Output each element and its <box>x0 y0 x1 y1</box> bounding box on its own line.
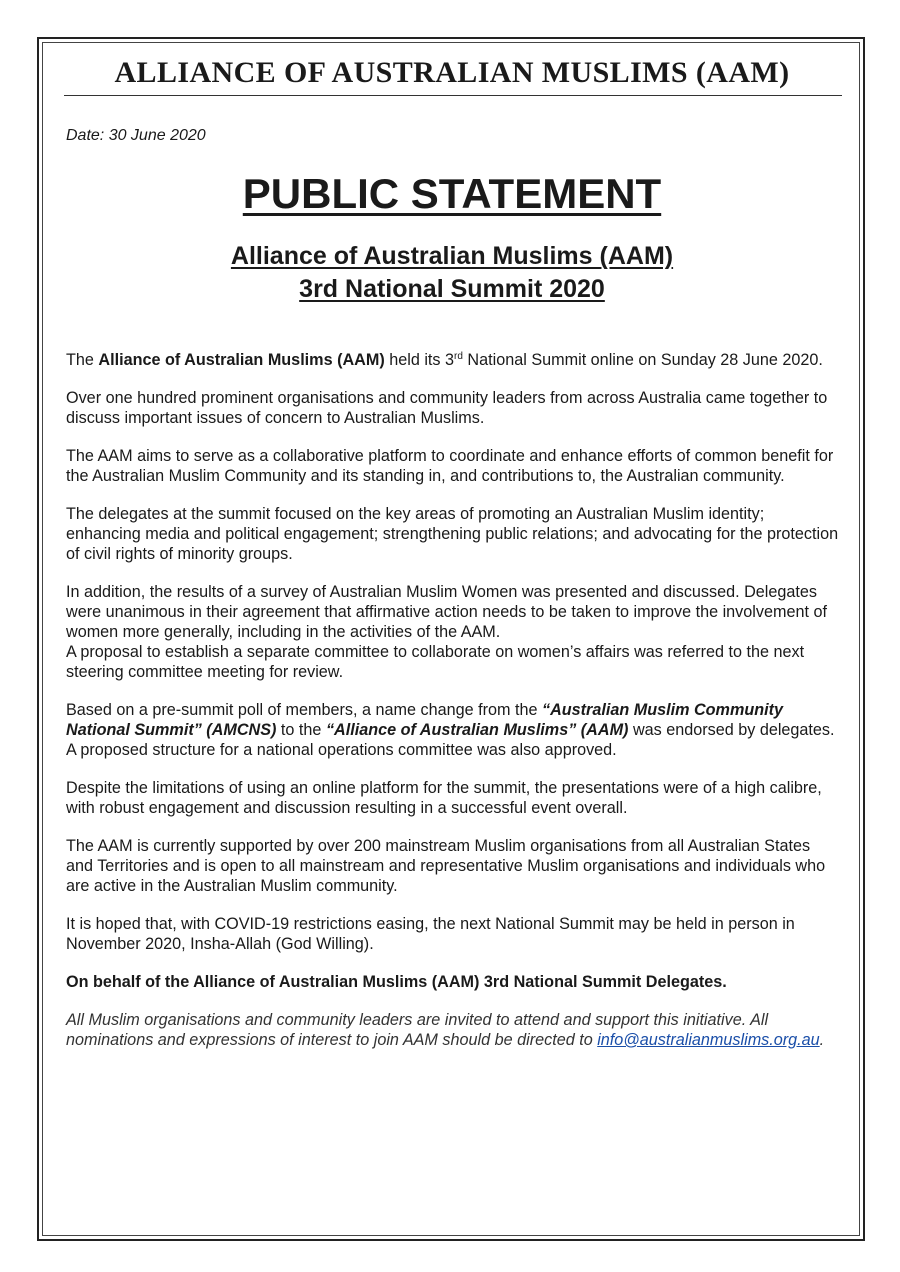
old-name: “Australian Muslim Community National Summit” (AMCNS) <box>66 701 784 739</box>
invitation-text: All Muslim organisations and community leaders are invited to attend and support this initiative. All nominations and expressions of interest to join AAM should be directed to <box>66 1011 769 1049</box>
paragraph-focus-areas: The delegates at the summit focused on the key areas of promoting an Australian Muslim identity; enhancing media and political engagement; strengthening public relations; and advocating for the protection of civil rights of minority groups. <box>66 505 839 563</box>
statement-date: Date: 30 June 2020 <box>66 127 206 144</box>
p6-mid: to the <box>276 721 326 739</box>
statement-body <box>66 350 841 1068</box>
invitation-end: . <box>819 1031 825 1049</box>
invitation-note <box>66 1010 841 1050</box>
summit-subheading <box>62 240 842 306</box>
p1-org-name: Alliance of Australian Muslims (AAM) <box>98 351 385 369</box>
subheading-line-1: Alliance of Australian Muslims (AAM) <box>230 242 674 270</box>
paragraph-aims: The AAM aims to serve as a collaborative platform to coordinate and enhance efforts of common benefit for the Australian Muslim Community and its standing in, and contributions to, the Australian community. <box>66 447 834 485</box>
paragraph-support: The AAM is currently supported by over 200 mainstream Muslim organisations from all Australian States and Territories and is open to all mainstream and representative Muslim organisations and individuals who are active in the Australian Muslim community. <box>66 837 826 895</box>
organisation-title: ALLIANCE OF AUSTRALIAN MUSLIMS (AAM) <box>114 56 790 89</box>
p6-pre: Based on a pre-summit poll of members, a name change from the <box>66 701 542 719</box>
title-divider <box>64 95 842 96</box>
paragraph-name-change <box>66 700 841 760</box>
closing-statement: On behalf of the Alliance of Australian Muslims (AAM) 3rd National Summit Delegates. <box>66 973 727 991</box>
p1-ordinal-suffix: rd <box>454 351 463 362</box>
page-heading-text: PUBLIC STATEMENT <box>242 170 662 217</box>
paragraph-women-committee: A proposal to establish a separate committee to collaborate on women’s affairs was referred to the next steering committee meeting for review. <box>66 643 805 681</box>
contact-email-link[interactable]: info@australianmuslims.org.au <box>597 1031 820 1049</box>
subheading-line-2: 3rd National Summit 2020 <box>299 275 605 303</box>
paragraph-next-summit: It is hoped that, with COVID-19 restrictions easing, the next National Summit may be held in person in November 2020, Insha-Allah (God Willing). <box>66 915 795 953</box>
p1-post: National Summit online on Sunday 28 June 2020. <box>462 351 823 369</box>
p1-mid: held its 3 <box>384 351 455 369</box>
page-heading <box>62 168 842 220</box>
paragraph-online-limitations: Despite the limitations of using an online platform for the summit, the presentations were of a high calibre, with robust engagement and discussion resulting in a successful event overall. <box>66 779 822 817</box>
paragraph-summit-held <box>66 350 841 370</box>
p6-post: was endorsed by delegates. A proposed structure for a national operations committee was also approved. <box>66 721 835 759</box>
paragraph-women-survey: In addition, the results of a survey of Australian Muslim Women was presented and discussed. Delegates were unanimous in their agreement that affirmative action needs to be taken to improve the involvement of women more generally, including in the activities of the AAM. <box>66 583 827 641</box>
paragraph-participants: Over one hundred prominent organisations and community leaders from across Australia came together to discuss important issues of concern to Australian Muslims. <box>66 389 828 427</box>
p1-pre: The <box>66 351 99 369</box>
new-name: “Alliance of Australian Muslims” (AAM) <box>325 721 629 739</box>
